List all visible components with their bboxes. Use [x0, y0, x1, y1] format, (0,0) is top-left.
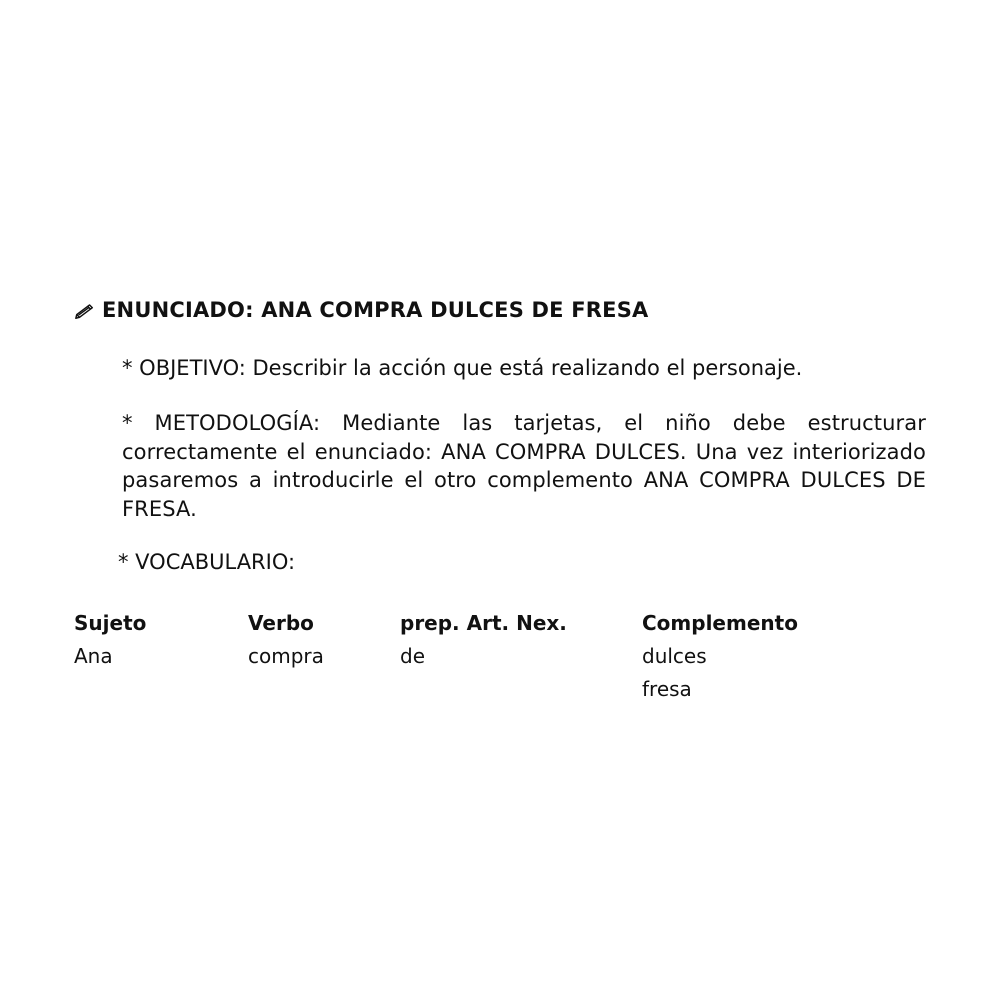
- vocab-item: de: [400, 644, 425, 668]
- vocab-header: Sujeto: [74, 611, 147, 635]
- vocabulario-title: * VOCABULARIO:: [118, 550, 296, 574]
- enunciado-title: ENUNCIADO: ANA COMPRA DULCES DE FRESA: [102, 298, 649, 322]
- pencil-icon: [74, 299, 96, 321]
- vocab-column-sujeto: [74, 607, 146, 673]
- vocab-header: prep. Art. Nex.: [400, 611, 567, 635]
- metodologia-text: * METODOLOGÍA: Mediante las tarjetas, el niño debe estructurar correctamente el enunciado: ANA COMPRA DULCES. Una vez interiorizado pasaremos a introducirle el otro complemento ANA COMPRA DULCES DE FRESA.: [122, 411, 926, 521]
- vocab-column-prep: [400, 607, 567, 673]
- vocab-item: compra: [248, 644, 324, 668]
- vocab-header: Verbo: [248, 611, 314, 635]
- vocab-column-complemento: [642, 607, 798, 706]
- enunciado-heading: [74, 298, 648, 322]
- objetivo-text: * OBJETIVO: Describir la acción que está realizando el personaje.: [122, 356, 803, 380]
- vocab-item: dulces: [642, 644, 707, 668]
- vocab-item: Ana: [74, 644, 113, 668]
- vocab-column-verbo: [248, 607, 324, 673]
- vocab-header: Complemento: [642, 611, 798, 635]
- vocab-item: fresa: [642, 677, 692, 701]
